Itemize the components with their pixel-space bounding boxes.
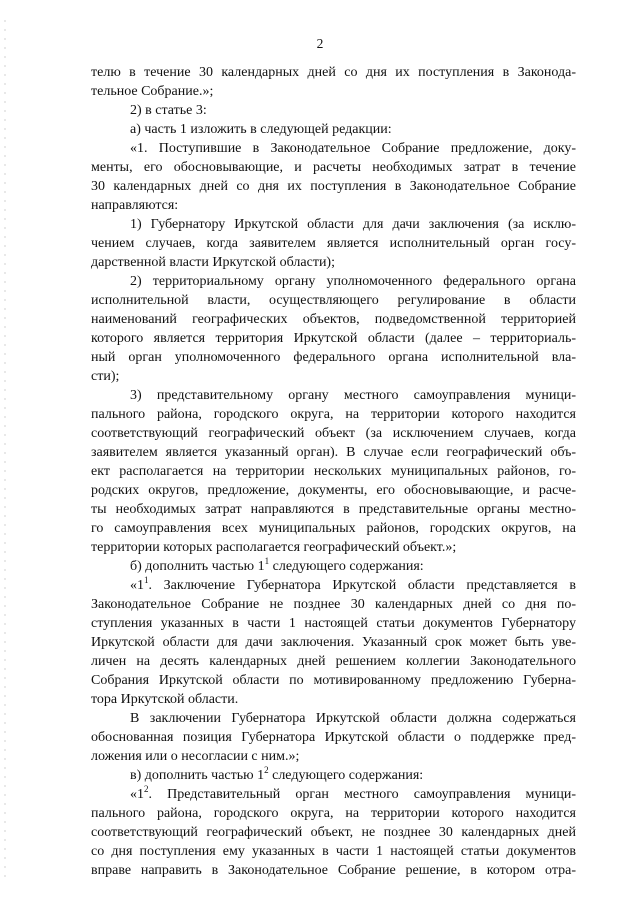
text-line: соответствующий географический объект, не позднее 30 календарных дней <box>91 825 576 840</box>
text-line: го самоуправления всех муниципальных районов, городских округов, на <box>91 521 576 536</box>
text-line: соответствующий географический объект (за исключением случаев, когда <box>91 426 576 441</box>
text-segment: «1 <box>130 578 144 593</box>
text-line <box>91 785 576 804</box>
text-line: сти); <box>91 369 120 384</box>
text-line: 30 календарных дней со дня их поступления в Законодательное Собрание <box>91 179 576 194</box>
text-line <box>91 557 576 576</box>
text-line: менты, его обосновывающие, и расчеты необходимых затрат в течение <box>91 160 576 175</box>
document-body <box>91 63 576 880</box>
text-line: исполнительной власти, осуществляющего регулирование в области <box>91 293 576 308</box>
text-line: 1) Губернатору Иркутской области для дачи заключения (за исклю- <box>130 217 576 232</box>
text-line: чением случаев, когда заявителем является исполнительный орган госу- <box>91 236 576 251</box>
text-line: тельное Собрание.»; <box>91 84 214 99</box>
superscript-number: 1 <box>144 576 149 585</box>
text-line: ты необходимых затрат направляются в представительные органы местно- <box>91 502 576 517</box>
text-segment: . Представительный орган местного самоуправления муници- <box>148 787 576 802</box>
text-line: которого является территория Иркутской области (далее – территориаль- <box>91 331 576 346</box>
text-line: пального района, городского округа, на территории которого находится <box>91 407 576 422</box>
text-segment: . Заключение Губернатора Иркутской области представляется в <box>148 578 576 593</box>
text-line: а) часть 1 изложить в следующей редакции: <box>130 122 392 137</box>
text-line: телю в течение 30 календарных дней со дня их поступления в Законода- <box>91 65 576 80</box>
text-line: наименований географических объектов, подведомственной территорией <box>91 312 576 327</box>
text-line: дарственной власти Иркутской области); <box>91 255 335 270</box>
text-line: 3) представительному органу местного самоуправления муници- <box>130 388 576 403</box>
text-segment: в) дополнить частью 1 <box>130 768 265 783</box>
superscript-number: 2 <box>144 785 149 794</box>
text-line: В заключении Губернатора Иркутской области должна содержаться <box>130 711 576 726</box>
text-line: направляются: <box>91 198 179 213</box>
text-line: Законодательное Собрание не позднее 30 календарных дней со дня по- <box>91 597 576 612</box>
text-line: вправе направить в Законодательное Собрание решение, в котором отра- <box>91 863 576 878</box>
page-number: 2 <box>316 36 324 51</box>
text-line: ложения или о несогласии с ним.»; <box>91 749 300 764</box>
text-line: заявителем является указанный орган). В случае если географический объ- <box>91 445 576 460</box>
text-segment: «1 <box>130 787 144 802</box>
scan-edge-marks <box>4 20 6 880</box>
text-line: пального района, городского округа, на территории которого находится <box>91 806 576 821</box>
text-line <box>91 576 576 595</box>
text-line: «1. Поступившие в Законодательное Собрание предложение, доку- <box>130 141 576 156</box>
text-line: Собрания Иркутской области по мотивированному предложению Губерна- <box>91 673 576 688</box>
superscript-number: 2 <box>264 766 269 775</box>
text-line: 2) в статье 3: <box>130 103 207 118</box>
text-line: 2) территориальному органу уполномоченного федерального органа <box>130 274 576 289</box>
text-line: Иркутской области для дачи заключения. Указанный срок может быть уве- <box>91 635 576 650</box>
text-line: родских округов, предложение, документы, его обосновывающие, и расче- <box>91 483 576 498</box>
text-segment: следующего содержания: <box>268 768 424 783</box>
superscript-number: 1 <box>264 557 270 566</box>
text-line: территории которых располагается географический объект.»; <box>91 540 457 555</box>
text-line: ступления указанных в части 1 настоящей статьи документов Губернатору <box>91 616 576 631</box>
text-line: ный орган уполномоченного федерального органа исполнительной вла- <box>91 350 576 365</box>
text-line: со дня поступления ему указанных в части 1 настоящей статьи документов <box>91 844 576 859</box>
text-line <box>91 766 576 785</box>
text-line: обоснованная позиция Губернатора Иркутской области о поддержке пред- <box>91 730 576 745</box>
text-line: личен на десять календарных дней решением коллегии Законодательного <box>91 654 576 669</box>
text-segment: следующего содержания: <box>269 559 424 574</box>
text-line: тора Иркутской области. <box>91 692 239 707</box>
text-segment: б) дополнить частью 1 <box>130 559 265 574</box>
text-line: ект располагается на территории нескольких муниципальных районов, го- <box>91 464 576 479</box>
